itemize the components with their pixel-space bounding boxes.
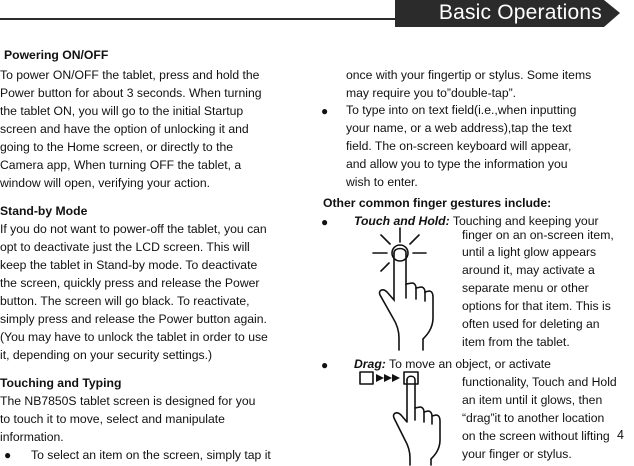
text-line: the tablet ON, you will go to the initial Startup xyxy=(0,104,244,118)
text-line: options for that item. This is xyxy=(462,299,611,313)
text-line: field. The on-screen keyboard will appear, xyxy=(346,139,572,153)
heading-gestures: Other common finger gestures include: xyxy=(323,196,552,210)
text-line: Power button for about 3 seconds. When turning xyxy=(0,86,262,100)
text-line: keep the tablet in Stand-by mode. To deactivate xyxy=(0,258,258,272)
text-line: separate menu or other xyxy=(462,281,589,295)
bullet-text: To select an item on the screen, simply tap it xyxy=(31,448,271,462)
text-line: (You may have to unlock the tablet in order to use xyxy=(0,330,268,344)
text-line: going to the Home screen, or directly to the xyxy=(0,140,234,154)
drag-hand-icon xyxy=(358,370,450,466)
bullet-dot: ● xyxy=(4,448,12,462)
drag-first: To move an object, or activate xyxy=(389,357,551,371)
header-title: Basic Operations xyxy=(438,1,602,24)
text-line: your finger or stylus. xyxy=(462,447,572,461)
text-line: functionality, Touch and Hold xyxy=(462,375,617,389)
bullet-dot: ● xyxy=(321,104,329,118)
text-line: To type into on text field(i.e.,when inputting xyxy=(346,103,577,117)
text-line: often used for deleting an xyxy=(462,317,600,331)
text-line: may require you to”double-tap”. xyxy=(346,86,517,100)
touch-hold-label: Touch and Hold: xyxy=(354,214,450,228)
text-line: window will open, verifying your action. xyxy=(0,176,210,190)
text-line: until a light glow appears xyxy=(462,245,597,259)
text-line: around it, may activate a xyxy=(462,263,595,277)
text-line: on the screen without lifting xyxy=(462,429,610,443)
text-line: “drag”it to another location xyxy=(462,411,605,425)
text-line: it, depending on your security settings.) xyxy=(0,348,213,362)
heading-standby: Stand-by Mode xyxy=(0,204,88,218)
text-line: opt to deactivate just the LCD screen. This will xyxy=(0,240,250,254)
text-line: an item until it glows, then xyxy=(462,393,603,407)
text-line: and allow you to type the information you xyxy=(346,157,568,171)
text-line: The NB7850S tablet screen is designed for you xyxy=(0,394,256,408)
text-line: wish to enter. xyxy=(346,175,418,189)
text-line: the screen, quickly press and release the Power xyxy=(0,276,260,290)
text-line: simply press and release the Power button again. xyxy=(0,312,267,326)
text-line: button. The screen will go black. To reactivate, xyxy=(0,294,250,308)
drag-label: Drag: xyxy=(354,357,386,371)
touch-hold-hand-icon xyxy=(368,226,440,352)
text-line: item from the tablet. xyxy=(462,335,570,349)
heading-powering: Powering ON/OFF xyxy=(4,48,109,62)
text-line: screen and have the option of unlocking it and xyxy=(0,122,249,136)
text-line: Camera app, When turning OFF the tablet, a xyxy=(0,158,242,172)
text-line: finger on an on-screen item, xyxy=(462,228,614,242)
text-line: information. xyxy=(0,430,64,444)
text-line: to touch it to move, select and manipulate xyxy=(0,412,225,426)
bullet-dot: ● xyxy=(321,215,329,229)
text-line: To power ON/OFF the tablet, press and hold the xyxy=(0,68,260,82)
touch-hold-first: Touching and keeping your xyxy=(452,214,599,228)
text-line: If you do not want to power-off the tablet, you can xyxy=(0,222,267,236)
text-line: once with your fingertip or stylus. Some items xyxy=(346,68,592,82)
bullet-dot: ● xyxy=(321,358,329,372)
text-line: your name, or a web address),tap the text xyxy=(346,121,572,135)
heading-touching: Touching and Typing xyxy=(0,376,122,390)
page-number: 4 xyxy=(617,428,624,442)
